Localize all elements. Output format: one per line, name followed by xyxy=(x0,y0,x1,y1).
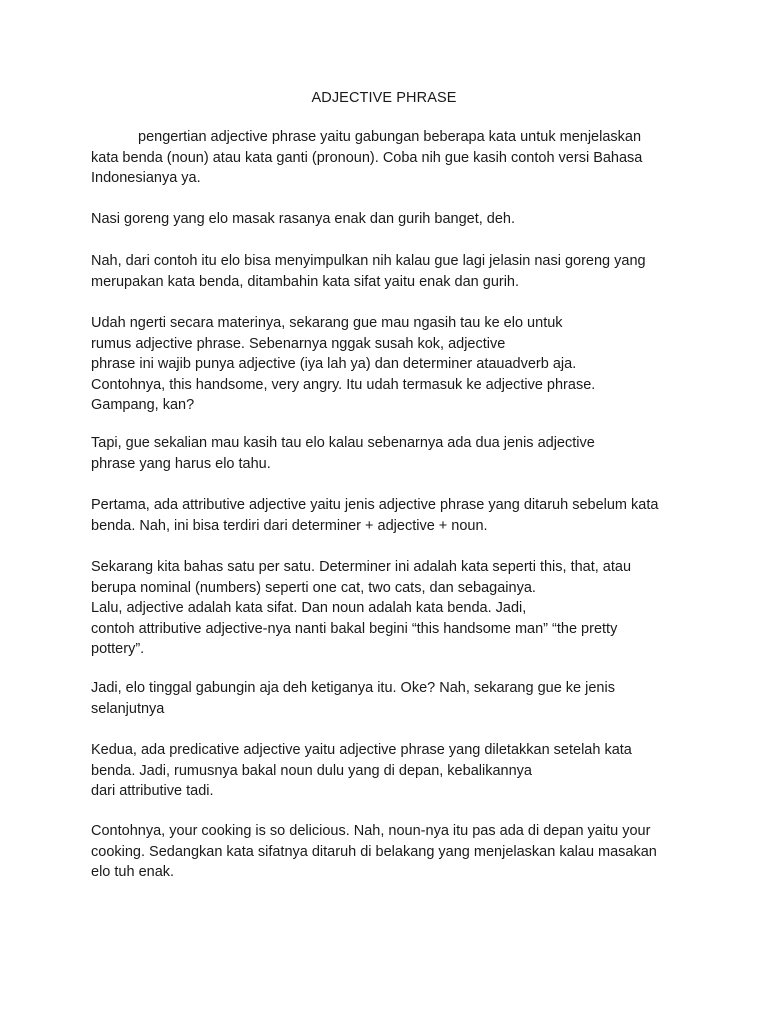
text-line: elo tuh enak. xyxy=(91,864,175,880)
text-line: rumus adjective phrase. Sebenarnya nggak susah kok, adjective xyxy=(91,335,506,352)
text-line: contoh attributive adjective-nya nanti bakal begini “this handsome man” “the pretty xyxy=(91,620,618,637)
text-line: pottery”. xyxy=(91,641,145,657)
text-line: Jadi, elo tinggal gabungin aja deh ketiganya itu. Oke? Nah, sekarang gue ke jenis xyxy=(91,680,615,696)
text-line: Pertama, ada attributive adjective yaitu jenis adjective phrase yang ditaruh sebelum kata xyxy=(91,497,659,513)
text-line: merupakan kata benda, ditambahin kata sifat yaitu enak dan gurih. xyxy=(91,273,520,290)
text-line: kata benda (noun) atau kata ganti (pronoun). Coba nih gue kasih contoh versi Bahasa xyxy=(91,149,643,166)
paragraph-definition xyxy=(91,127,691,189)
text-line: cooking. Sedangkan kata sifatnya ditaruh di belakang yang menjelaskan kalau masakan xyxy=(91,843,657,860)
paragraph-conclusion xyxy=(91,251,691,292)
text-line: Indonesianya ya. xyxy=(91,170,201,186)
text-line: Sekarang kita bahas satu per satu. Determiner ini adalah kata seperti this, that, atau xyxy=(91,559,632,575)
paragraph-combine xyxy=(91,678,691,719)
text-line: phrase ini wajib punya adjective (iya lah ya) dan determiner atauadverb aja. xyxy=(91,356,577,372)
text-line: berupa nominal (numbers) seperti one cat, two cats, dan sebagainya. xyxy=(91,579,536,596)
text-line: Nasi goreng yang elo masak rasanya enak dan gurih banget, deh. xyxy=(91,211,516,227)
paragraph-predicative-example xyxy=(91,821,691,883)
text-line: Contohnya, this handsome, very angry. Itu udah termasuk ke adjective phrase. xyxy=(91,376,596,393)
paragraph-predicative xyxy=(91,740,691,802)
text-line: pengertian adjective phrase yaitu gabungan beberapa kata untuk menjelaskan xyxy=(138,129,642,145)
paragraph-attributive xyxy=(91,495,691,536)
text-line: Contohnya, your cooking is so delicious. Nah, noun-nya itu pas ada di depan yaitu your xyxy=(91,823,651,839)
text-line: Lalu, adjective adalah kata sifat. Dan noun adalah kata benda. Jadi, xyxy=(91,600,527,616)
paragraph-example-sentence xyxy=(91,209,691,230)
paragraph-determiner xyxy=(91,557,691,660)
text-line: Nah, dari contoh itu elo bisa menyimpulkan nih kalau gue lagi jelasin nasi goreng yang xyxy=(91,253,646,269)
paragraph-two-types xyxy=(91,433,691,474)
text-line: phrase yang harus elo tahu. xyxy=(91,455,271,472)
text-line: benda. Jadi, rumusnya bakal noun dulu yang di depan, kebalikannya xyxy=(91,762,532,779)
text-line: benda. Nah, ini bisa terdiri dari determiner + adjective + noun. xyxy=(91,517,488,534)
text-line: selanjutnya xyxy=(91,700,165,717)
text-line: Udah ngerti secara materinya, sekarang gue mau ngasih tau ke elo untuk xyxy=(91,315,563,331)
text-line: dari attributive tadi. xyxy=(91,783,214,799)
text-line: Gampang, kan? xyxy=(91,397,195,413)
document-title: ADJECTIVE PHRASE xyxy=(311,90,457,106)
paragraph-formula xyxy=(91,313,691,416)
text-line: Kedua, ada predicative adjective yaitu adjective phrase yang diletakkan setelah kata xyxy=(91,742,632,758)
text-line: Tapi, gue sekalian mau kasih tau elo kalau sebenarnya ada dua jenis adjective xyxy=(91,435,595,451)
